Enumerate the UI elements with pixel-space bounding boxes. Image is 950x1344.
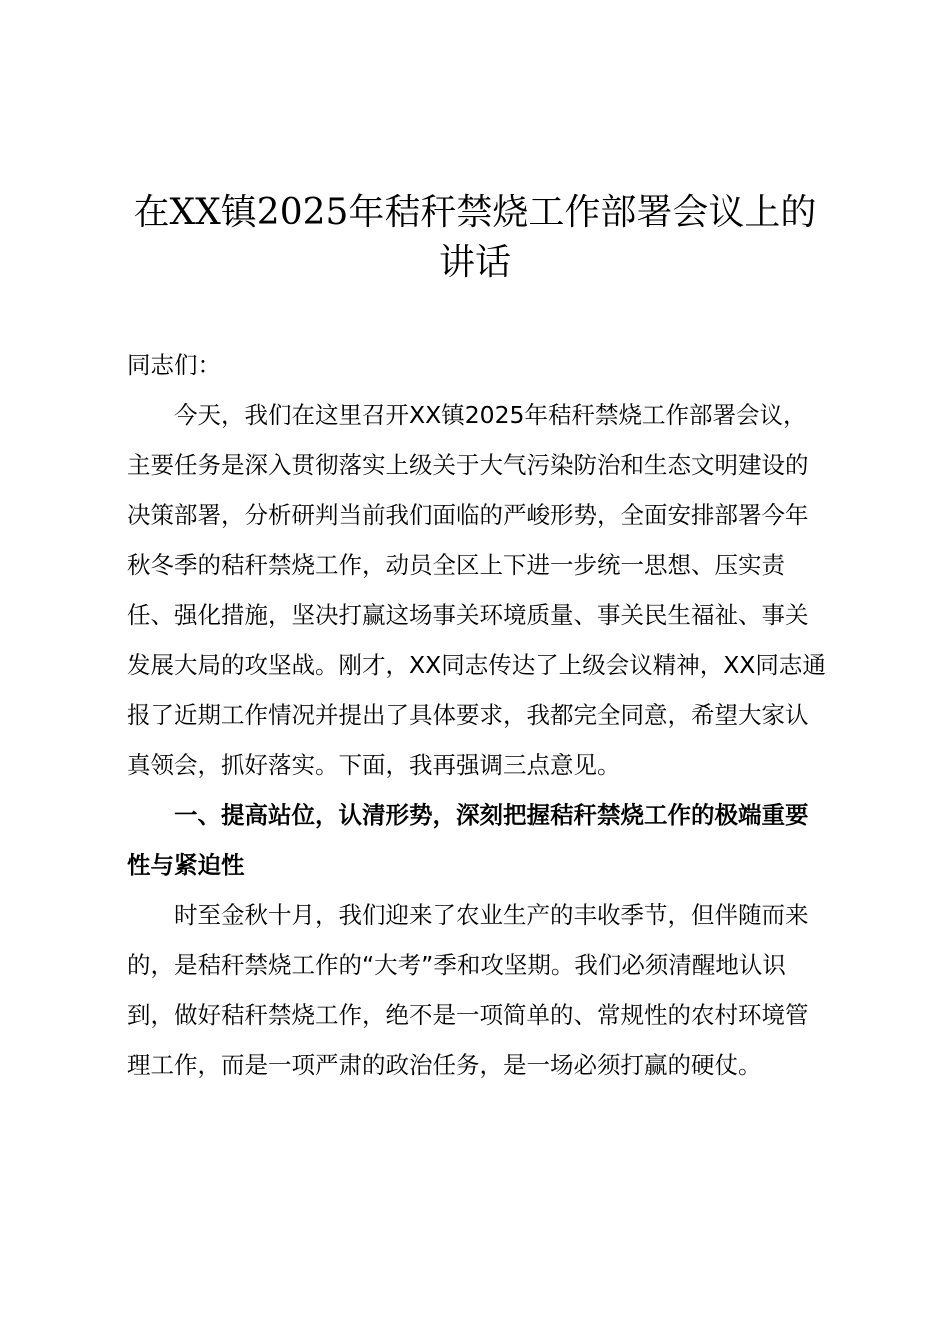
section-heading-1: 一、提高站位，认清形势，深刻把握秸秆禁烧工作的极端重要性与紧迫性 xyxy=(127,801,809,879)
document-body xyxy=(127,340,827,1090)
document-title: 在XX镇2025年秸秆禁烧工作部署会议上的讲话 xyxy=(133,192,817,283)
salutation: 同志们： xyxy=(127,351,221,379)
paragraph-section-1: 时至金秋十月，我们迎来了农业生产的丰收季节，但伴随而来的，是秸秆禁烧工作的“大考”季和攻坚期。我们必须清醒地认识到，做好秸秆禁烧工作，绝不是一项简单的、常规性的农村环境管理工作，而是一项严肃的政治任务，是一场必须打赢的硬仗。 xyxy=(127,901,809,1079)
paragraph-opening: 今天，我们在这里召开XX镇2025年秸秆禁烧工作部署会议，主要任务是深入贯彻落实上级关于大气污染防治和生态文明建设的决策部署，分析研判当前我们面临的严峻形势，全面安排部署今年秋冬季的秸秆禁烧工作，动员全区上下进一步统一思想、压实责任、强化措施，坚决打赢这场事关环境质量、事关民生福祉、事关发展大局的攻坚战。刚才，XX同志传达了上级会议精神，XX同志通报了近期工作情况并提出了具体要求，我都完全同意，希望大家认真领会，抓好落实。下面，我再强调三点意见。 xyxy=(127,401,826,779)
